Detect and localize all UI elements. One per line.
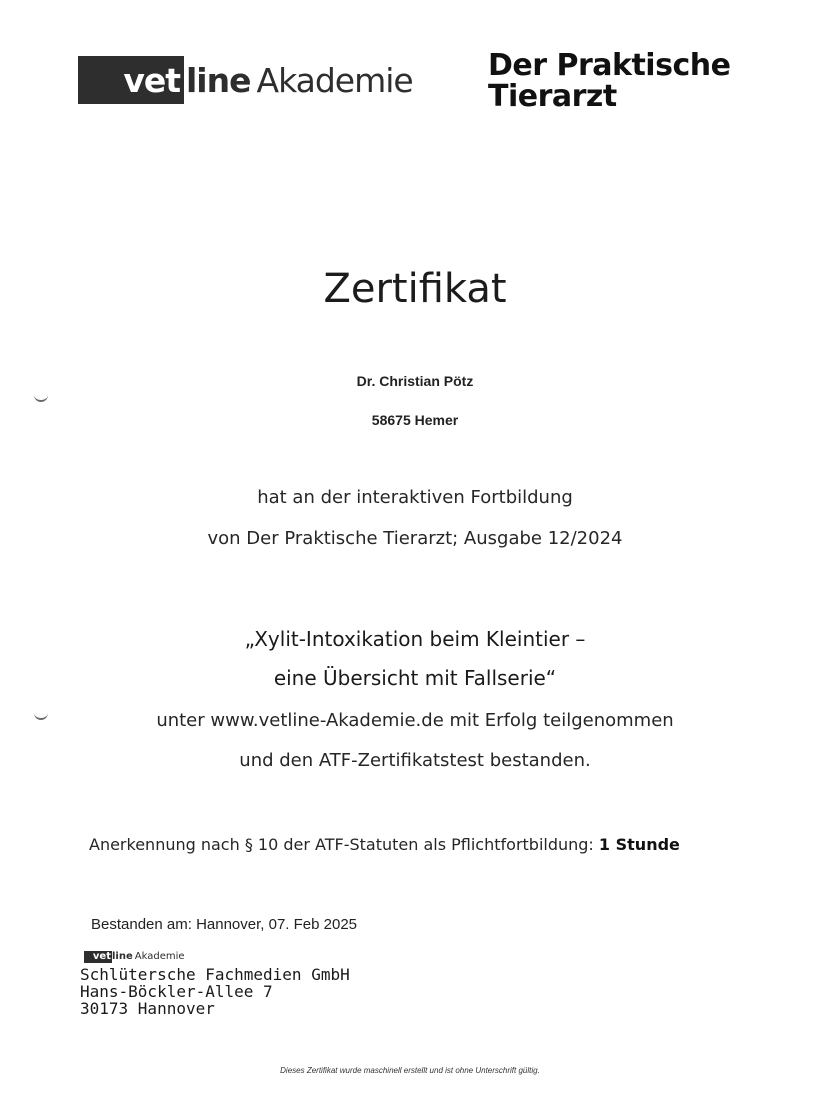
vetline-logo-line: line [186, 60, 251, 100]
recognition-statement [89, 835, 680, 854]
recognition-text: Anerkennung nach § 10 der ATF-Statuten als Pflichtfortbildung: [89, 835, 594, 854]
publisher-city: 30173 Hannover [80, 999, 215, 1018]
body-line-1: hat an der interaktiven Fortbildung [257, 487, 573, 508]
small-logo-akademie: Akademie [134, 951, 185, 962]
logo-line-1: Der Praktische [488, 48, 731, 83]
punch-hole-mark-top [34, 390, 48, 402]
small-logo-line: line [112, 951, 133, 962]
vetline-akademie-small-logo [84, 950, 185, 963]
recipient-name: Dr. Christian Pötz [356, 373, 474, 389]
certificate-title: Zertifikat [323, 266, 507, 312]
publisher-name: Schlütersche Fachmedien GmbH [80, 965, 350, 984]
small-logo-vet: vet [84, 951, 112, 963]
publisher-address [80, 966, 350, 1017]
passed-date: Bestanden am: Hannover, 07. Feb 2025 [91, 916, 358, 933]
vetline-logo-akademie: Akademie [256, 60, 413, 100]
logo-line-2: Tierarzt [488, 79, 617, 114]
course-title-line-1: „Xylit-Intoxikation beim Kleintier – [244, 627, 586, 651]
vetline-logo-vet: vet [78, 56, 184, 104]
body-line-2: von Der Praktische Tierarzt; Ausgabe 12/2024 [207, 528, 623, 549]
vetline-akademie-logo [78, 56, 413, 104]
recipient-city: 58675 Hemer [371, 412, 459, 428]
der-praktische-tierarzt-logo [488, 50, 730, 112]
course-title-line-2: eine Übersicht mit Fallserie“ [273, 666, 557, 690]
body-line-4: und den ATF-Zertifikatstest bestanden. [239, 750, 591, 771]
publisher-street: Hans-Böckler-Allee 7 [80, 982, 273, 1001]
body-line-3: unter www.vetline-Akademie.de mit Erfolg teilgenommen [156, 710, 674, 731]
footnote: Dieses Zertifikat wurde maschinell erstellt und ist ohne Unterschrift gültig. [280, 1066, 540, 1075]
recognition-hours: 1 Stunde [598, 835, 680, 854]
